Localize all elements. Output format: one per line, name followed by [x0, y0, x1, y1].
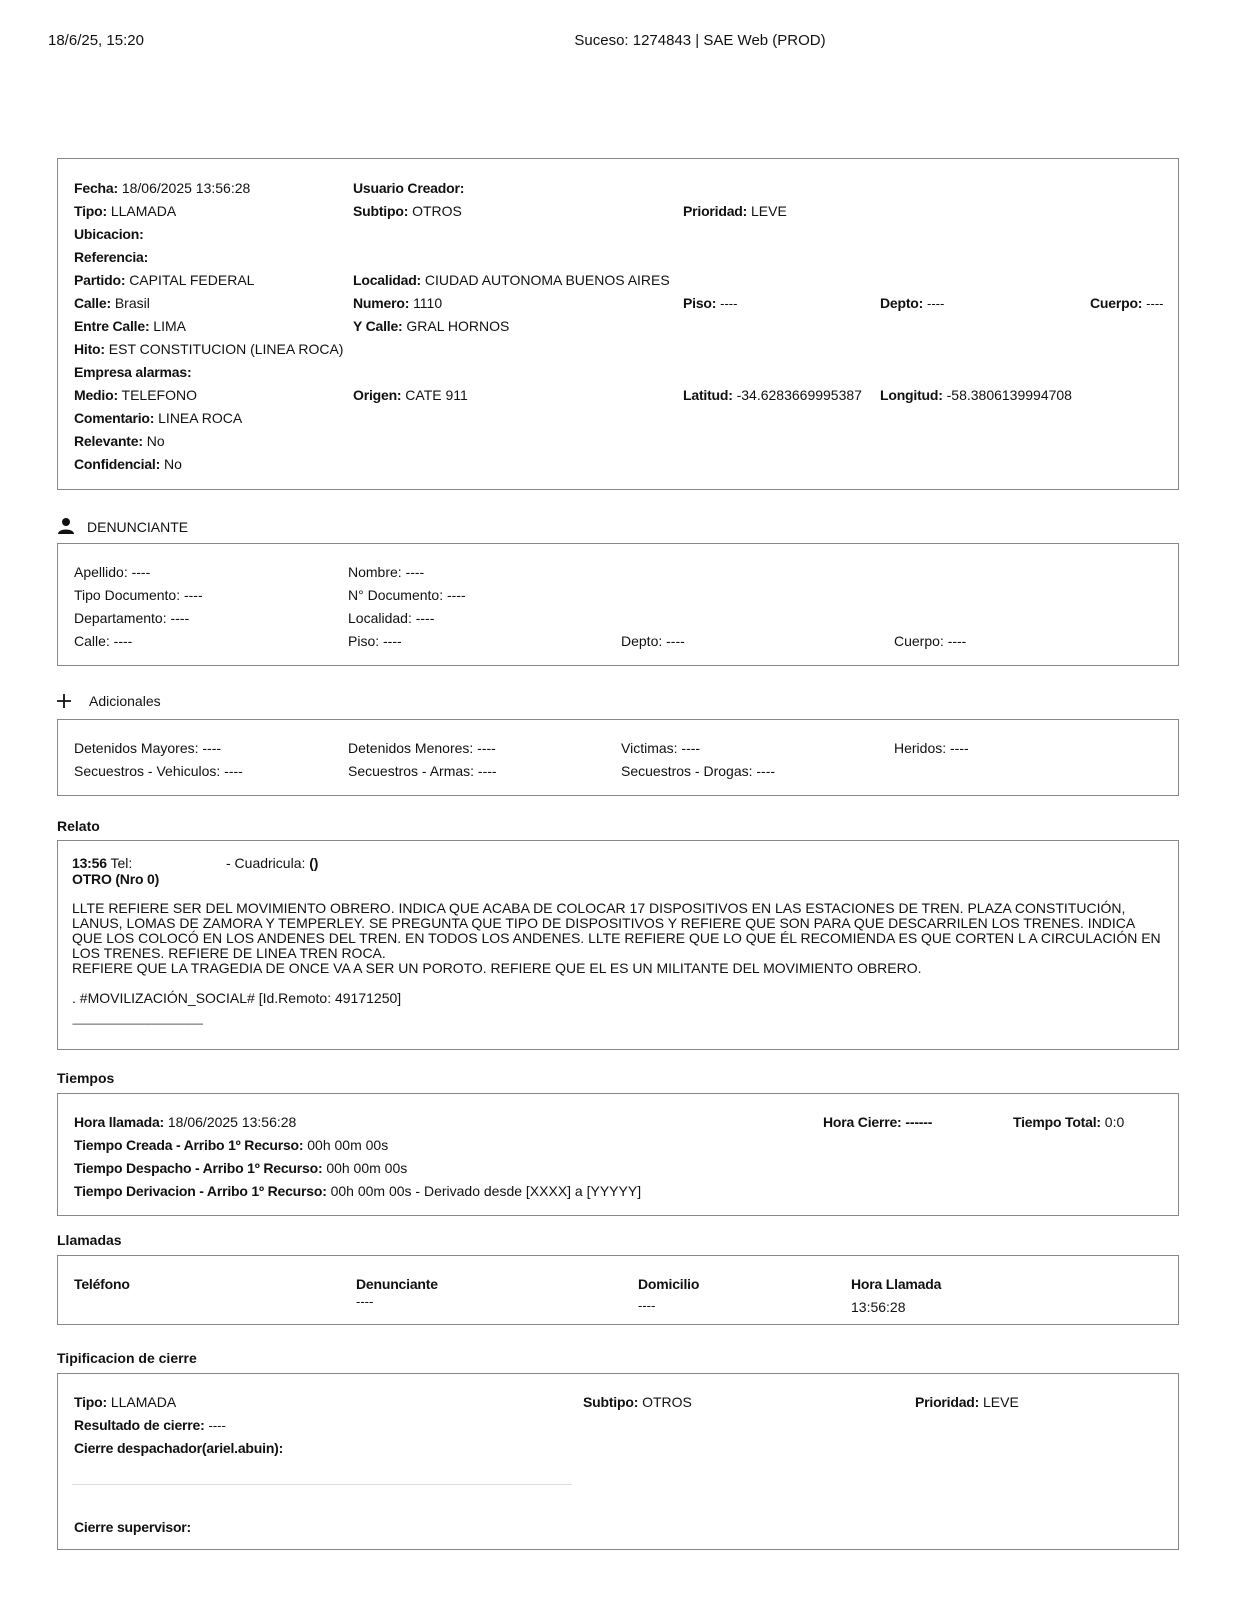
- fecha-label: Fecha:: [74, 180, 118, 196]
- relevante-value: No: [146, 433, 165, 449]
- entre-calle-value: LIMA: [153, 318, 186, 334]
- cierre-supervisor-label: Cierre supervisor:: [74, 1519, 192, 1535]
- tiempos-title: Tiempos: [57, 1070, 115, 1086]
- piso-label: Piso:: [683, 295, 717, 311]
- heridos: Heridos: ----: [894, 740, 969, 756]
- secuestros-drogas: Secuestros - Drogas: ----: [621, 763, 776, 779]
- relato-text-paragraph: LLTE REFIERE SER DEL MOVIMIENTO OBRERO. INDICA QUE ACABA DE COLOCAR 17 DISPOSITIVOS EN LAS ESTACIONES DE TREN. PLAZA CONSTITUCIÓN, LANUS, LOMAS DE ZAMORA Y TEMPERLEY. SE PREGUNTA QUE TIPO DE DISPOSITIVOS Y REFIERE QUE SON PARA QUE DESCARRILEN LOS TRENES. INDICA QUE LOS COLOCÓ EN LOS ANDENES DEL TREN. EN TODOS LOS ANDENES. LLTE REFIERE QUE LO QUE ÉL RECOMIENDA ES QUE CORTEN L A CIRCULACIÓN EN LOS TRENES. REFIERE DE LINEA TREN ROCA.: [72, 900, 1161, 961]
- llamadas-title: Llamadas: [57, 1232, 122, 1248]
- medio-value: TELEFONO: [121, 387, 198, 403]
- piso: Piso: ----: [348, 633, 402, 649]
- cell-hora-llamada: 13:56:28: [851, 1299, 906, 1315]
- partido-value: CAPITAL FEDERAL: [129, 272, 255, 288]
- relato-tel: Tel:: [110, 855, 133, 871]
- relato-dashes: --------------------------------------------------------: [72, 1019, 203, 1030]
- longitud-value: -58.3806139994708: [946, 387, 1072, 403]
- divider: [72, 1484, 572, 1485]
- resultado-cierre-value: ----: [208, 1418, 226, 1433]
- medio-label: Medio:: [74, 387, 118, 403]
- cierre-tipo-label: Tipo:: [74, 1394, 107, 1410]
- cell-denunciante: ----: [356, 1294, 374, 1309]
- cierre-subtipo-value: OTROS: [642, 1394, 692, 1410]
- depto-label: Depto:: [880, 295, 924, 311]
- tiempo-creada-value: 00h 00m 00s: [307, 1137, 389, 1153]
- calle-value: Brasil: [114, 295, 150, 311]
- column-header-telefono: Teléfono: [74, 1276, 130, 1292]
- y-calle-value: GRAL HORNOS: [406, 318, 510, 334]
- longitud-label: Longitud:: [880, 387, 943, 403]
- relato-otro: OTRO (Nro 0): [72, 871, 160, 887]
- llamadas-table: [57, 1255, 1179, 1325]
- column-header-denunciante: Denunciante: [356, 1276, 438, 1292]
- tiempo-total-label: Tiempo Total:: [1013, 1114, 1101, 1130]
- ubicacion-label: Ubicacion:: [74, 226, 144, 242]
- latitud-value: -34.6283669995387: [736, 387, 862, 403]
- nombre: Nombre: ----: [348, 564, 425, 580]
- relato-body: [72, 901, 1167, 1006]
- tipo-value: LLAMADA: [110, 203, 177, 219]
- subtipo-label: Subtipo:: [353, 203, 409, 219]
- cierre-despachador-label: Cierre despachador(ariel.abuin):: [74, 1440, 284, 1456]
- relato-box: [57, 840, 1179, 1050]
- cierre-prioridad-label: Prioridad:: [915, 1394, 980, 1410]
- cuerpo: Cuerpo: ----: [894, 633, 967, 649]
- usuario-label: Usuario Creador:: [353, 180, 465, 196]
- comentario-label: Comentario:: [74, 410, 155, 426]
- tipificacion-box: [57, 1373, 1179, 1550]
- relato-cuadricula: - Cuadricula:: [226, 855, 306, 871]
- fecha-value: 18/06/2025 13:56:28: [121, 180, 251, 196]
- localidad-label: Localidad:: [353, 272, 422, 288]
- confidencial-label: Confidencial:: [74, 456, 161, 472]
- suceso-details-box: [57, 158, 1179, 490]
- depto-value: ----: [927, 296, 945, 311]
- tiempo-derivacion-value: 00h 00m 00s - Derivado desde [XXXX] a [YYYYY]: [330, 1183, 642, 1199]
- calle: Calle: ----: [74, 633, 133, 649]
- secuestros-armas: Secuestros - Armas: ----: [348, 763, 497, 779]
- tiempo-total-value: 0:0: [1104, 1114, 1125, 1130]
- tipo-label: Tipo:: [74, 203, 107, 219]
- numero-label: Numero:: [353, 295, 410, 311]
- localidad: Localidad: ----: [348, 610, 435, 626]
- adicionales-header: [57, 693, 161, 709]
- hora-llamada-label: Hora llamada:: [74, 1114, 164, 1130]
- page-title: Suceso: 1274843 | SAE Web (PROD): [574, 32, 826, 49]
- numero-value: 1110: [413, 295, 443, 311]
- adicionales-box: [57, 719, 1179, 796]
- tiempo-creada-label: Tiempo Creada - Arribo 1º Recurso:: [74, 1137, 304, 1153]
- tipificacion-title: Tipificacion de cierre: [57, 1350, 197, 1366]
- victimas: Victimas: ----: [621, 740, 701, 756]
- cierre-tipo-value: LLAMADA: [110, 1394, 177, 1410]
- subtipo-value: OTROS: [412, 203, 462, 219]
- print-datetime: 18/6/25, 15:20: [48, 32, 144, 49]
- relevante-label: Relevante:: [74, 433, 143, 449]
- tiempos-box: [57, 1093, 1179, 1216]
- denunciante-box: [57, 543, 1179, 666]
- relato-title: Relato: [57, 818, 100, 834]
- hito-label: Hito:: [74, 341, 105, 357]
- cierre-subtipo-label: Subtipo:: [583, 1394, 639, 1410]
- cuerpo-label: Cuerpo:: [1090, 295, 1143, 311]
- cell-domicilio: ----: [638, 1298, 656, 1313]
- detenidos-mayores: Detenidos Mayores: ----: [74, 740, 222, 756]
- origen-value: CATE 911: [405, 387, 468, 403]
- tiempo-derivacion-label: Tiempo Derivacion - Arribo 1º Recurso:: [74, 1183, 327, 1199]
- latitud-label: Latitud:: [683, 387, 733, 403]
- entre-calle-label: Entre Calle:: [74, 318, 150, 334]
- secuestros-vehiculos: Secuestros - Vehiculos: ----: [74, 763, 243, 779]
- hito-value: EST CONSTITUCION (LINEA ROCA): [108, 341, 344, 357]
- relato-hora: 13:56: [72, 855, 107, 871]
- calle-label: Calle:: [74, 295, 111, 311]
- origen-label: Origen:: [353, 387, 402, 403]
- hora-cierre-value: ------: [905, 1114, 933, 1130]
- nro-documento: N° Documento: ----: [348, 587, 466, 603]
- hora-llamada-value: 18/06/2025 13:56:28: [167, 1114, 297, 1130]
- cierre-prioridad-value: LEVE: [983, 1394, 1019, 1410]
- column-header-hora-llamada: Hora Llamada: [851, 1276, 942, 1292]
- column-header-domicilio: Domicilio: [638, 1276, 700, 1292]
- resultado-cierre-label: Resultado de cierre:: [74, 1417, 205, 1433]
- apellido: Apellido: ----: [74, 564, 151, 580]
- y-calle-label: Y Calle:: [353, 318, 403, 334]
- referencia-label: Referencia:: [74, 249, 149, 265]
- person-icon: [57, 517, 75, 535]
- departamento: Departamento: ----: [74, 610, 190, 626]
- piso-value: ----: [720, 296, 738, 311]
- tiempo-despacho-label: Tiempo Despacho - Arribo 1º Recurso:: [74, 1160, 323, 1176]
- confidencial-value: No: [163, 456, 182, 472]
- partido-label: Partido:: [74, 272, 126, 288]
- depto: Depto: ----: [621, 633, 685, 649]
- denunciante-header: [57, 517, 188, 535]
- localidad-value: CIUDAD AUTONOMA BUENOS AIRES: [424, 272, 670, 288]
- relato-text-paragraph-2: REFIERE QUE LA TRAGEDIA DE ONCE VA A SER UN POROTO. REFIERE QUE EL ES UN MILITANTE DEL MOVIMIENTO OBRERO.: [72, 960, 922, 976]
- prioridad-label: Prioridad:: [683, 203, 748, 219]
- prioridad-value: LEVE: [751, 203, 787, 219]
- adicionales-title: Adicionales: [89, 693, 161, 709]
- plus-icon: [57, 694, 71, 708]
- relato-tag: . #MOVILIZACIÓN_SOCIAL# [Id.Remoto: 49171250]: [72, 990, 402, 1006]
- detenidos-menores: Detenidos Menores: ----: [348, 740, 496, 756]
- empresa-alarmas-label: Empresa alarmas:: [74, 364, 192, 380]
- hora-cierre-label: Hora Cierre:: [823, 1114, 902, 1130]
- tipo-documento: Tipo Documento: ----: [74, 587, 203, 603]
- comentario-value: LINEA ROCA: [158, 410, 243, 426]
- tiempo-despacho-value: 00h 00m 00s: [326, 1160, 408, 1176]
- relato-cuadricula-value: (): [309, 855, 319, 871]
- cuerpo-value: ----: [1146, 296, 1164, 311]
- denunciante-title: DENUNCIANTE: [87, 519, 189, 535]
